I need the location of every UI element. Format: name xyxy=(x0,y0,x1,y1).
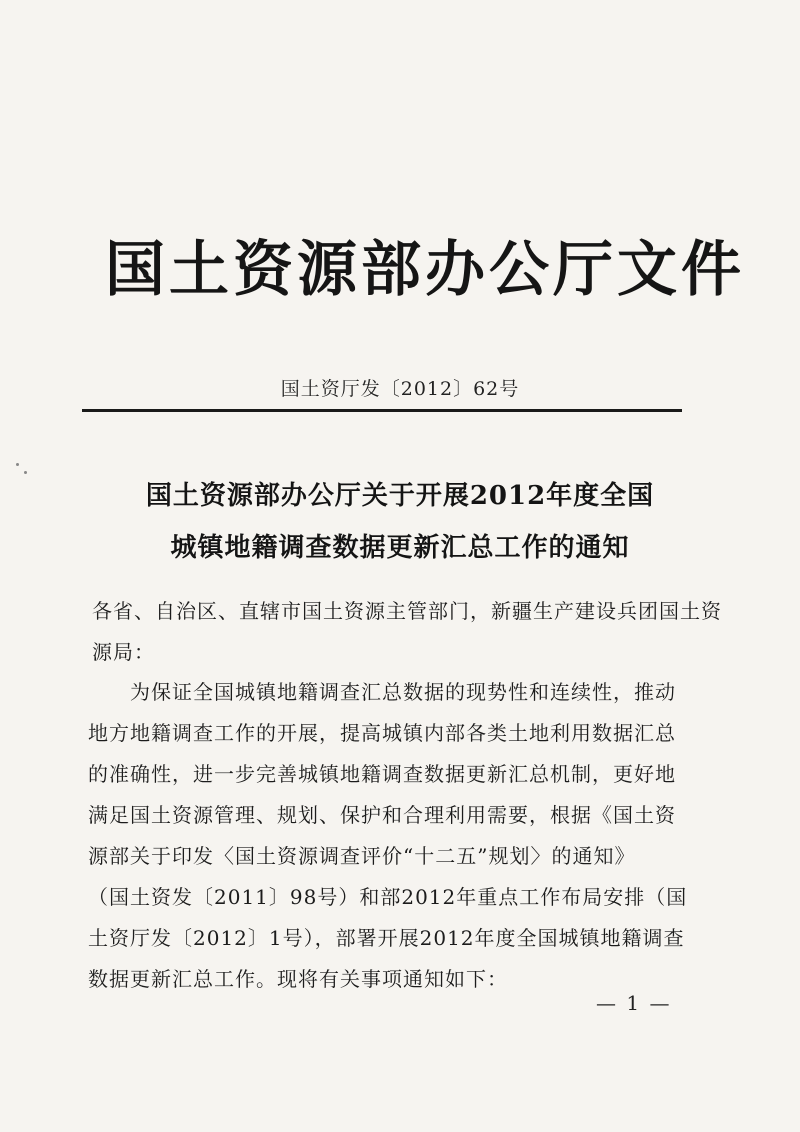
notice-title-line-1: 国土资源部办公厅关于开展2012年度全国 xyxy=(145,481,655,511)
notice-title-line-2: 城镇地籍调查数据更新汇总工作的通知 xyxy=(170,533,630,563)
body-line: 的准确性，进一步完善城镇地籍调查数据更新汇总机制，更好地 xyxy=(88,762,676,786)
body-line: 满足国土资源管理、规划、保护和合理利用需要，根据《国土资 xyxy=(88,803,676,827)
body-line: 数据更新汇总工作。现将有关事项通知如下： xyxy=(88,967,508,991)
addressee: 各省、自治区、直辖市国土资源主管部门，新疆生产建设兵团国土资源局： xyxy=(92,599,722,664)
body-line: 为保证全国城镇地籍调查汇总数据的现势性和连续性，推动 xyxy=(130,680,676,704)
header-divider xyxy=(82,409,682,412)
scan-speck xyxy=(24,471,27,474)
document-number: 国土资厅发〔2012〕62号 xyxy=(280,378,520,400)
body-line: 源部关于印发〈国土资源调查评价“十二五”规划〉的通知》 xyxy=(88,844,636,868)
page-number: — 1 — xyxy=(596,991,672,1015)
scan-speck xyxy=(16,463,19,466)
body-line: 地方地籍调查工作的开展，提高城镇内部各类土地利用数据汇总 xyxy=(88,721,676,745)
document-header: 国土资源部办公厅文件 xyxy=(105,235,745,305)
body-line: （国土资发〔2011〕98号）和部2012年重点工作布局安排（国 xyxy=(88,885,688,909)
body-line: 土资厅发〔2012〕1号），部署开展2012年度全国城镇地籍调查 xyxy=(88,926,685,950)
